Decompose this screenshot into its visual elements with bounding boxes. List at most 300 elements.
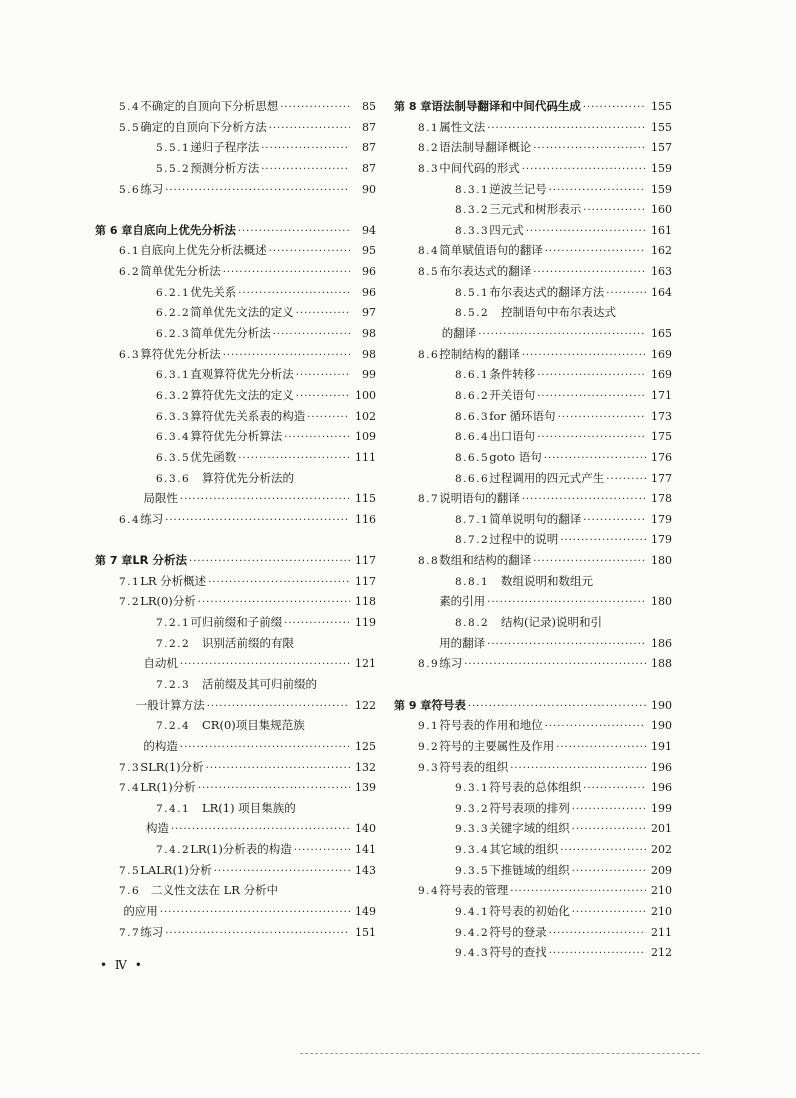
subsection-entry[interactable] xyxy=(394,529,672,550)
entry-page-number: 212 xyxy=(651,946,672,960)
entry-page-number: 196 xyxy=(651,760,672,774)
entry-number: 8.6.1 xyxy=(455,369,490,382)
entry-page-number: 87 xyxy=(362,120,376,134)
entry-title: 过程调用的四元式产生 xyxy=(489,470,605,485)
dot-leader xyxy=(583,779,646,800)
entry-number: 6.3.4 xyxy=(156,431,191,444)
entry-page-number: 140 xyxy=(355,822,376,836)
subsection-entry[interactable] xyxy=(95,406,376,427)
entry-page-number: 117 xyxy=(355,554,376,568)
section-entry[interactable] xyxy=(95,509,376,530)
entry-number: 第 9 章 xyxy=(394,698,432,712)
entry-page-number: 210 xyxy=(651,904,672,918)
section-entry[interactable] xyxy=(95,901,376,922)
entry-page-number: 162 xyxy=(651,244,672,258)
dot-leader xyxy=(526,222,646,243)
dot-leader xyxy=(549,944,646,965)
dot-leader xyxy=(165,924,350,945)
dot-leader xyxy=(560,531,646,552)
entry-page-number: 173 xyxy=(651,409,672,423)
section-entry[interactable] xyxy=(394,344,672,365)
entry-title: LALR(1)分析 xyxy=(140,862,212,877)
entry-title: 符号表的组织 xyxy=(439,759,509,774)
dot-leader xyxy=(583,511,646,532)
entry-number: 9.3.3 xyxy=(455,823,490,836)
entry-number: 9.4.2 xyxy=(455,926,490,939)
dot-leader xyxy=(464,655,646,676)
section-entry[interactable] xyxy=(394,117,672,138)
dot-leader xyxy=(165,181,350,202)
entry-page-number: 180 xyxy=(651,595,672,609)
entry-title: 符号的登录 xyxy=(489,924,547,939)
dot-leader xyxy=(522,160,646,181)
subsection-entry[interactable] xyxy=(95,736,376,757)
entry-title: 递归子程序法 xyxy=(190,140,260,155)
entry-page-number: 125 xyxy=(355,739,376,753)
entry-number: 5.5.2 xyxy=(156,162,191,175)
dot-leader xyxy=(487,593,646,614)
section-entry[interactable] xyxy=(95,777,376,798)
section-entry[interactable] xyxy=(394,158,672,179)
subsection-entry[interactable] xyxy=(394,385,672,406)
dot-leader xyxy=(583,98,646,119)
subsection-entry[interactable] xyxy=(95,612,376,633)
entry-page-number: 139 xyxy=(355,781,376,795)
entry-title: 符号表项的排列 xyxy=(489,800,570,815)
entry-page-number: 188 xyxy=(651,657,672,671)
entry-number: 6.3.2 xyxy=(156,389,191,402)
entry-title: LR 分析法 xyxy=(132,553,188,568)
entry-title: 开关语句 xyxy=(489,387,536,402)
entry-page-number: 175 xyxy=(651,430,672,444)
subsection-entry[interactable] xyxy=(394,179,672,200)
entry-title: 简单优先分析法 xyxy=(190,326,271,341)
subsection-entry[interactable] xyxy=(95,385,376,406)
entry-number: 6.2.3 xyxy=(156,328,191,341)
entry-number: 8.3.1 xyxy=(455,183,490,196)
entry-number: 6.3.1 xyxy=(156,369,191,382)
entry-number: 8.5 xyxy=(418,266,440,279)
subsection-entry[interactable] xyxy=(394,447,672,468)
entry-page-number: 119 xyxy=(355,616,376,630)
section-entry[interactable] xyxy=(394,137,672,158)
subsection-entry[interactable] xyxy=(394,468,672,489)
entry-number: 7.2.2 xyxy=(156,637,191,650)
dot-leader xyxy=(269,119,350,140)
entry-title: 结构(记录)说明和引 xyxy=(501,615,602,630)
subsection-entry[interactable] xyxy=(95,839,376,860)
dot-leader xyxy=(223,346,350,367)
dot-leader xyxy=(533,263,646,284)
subsection-entry[interactable] xyxy=(95,674,376,695)
entry-page-number: 109 xyxy=(355,430,376,444)
entry-page-number: 190 xyxy=(651,719,672,733)
entry-page-number: 210 xyxy=(651,884,672,898)
entry-title: 可归前缀和子前缀 xyxy=(190,615,283,630)
entry-number: 7.3 xyxy=(119,761,141,774)
subsection-entry[interactable] xyxy=(394,282,672,303)
dot-leader xyxy=(207,697,350,718)
entry-page-number: 87 xyxy=(362,161,376,175)
entry-title: 的构造 xyxy=(143,738,178,753)
dot-leader xyxy=(214,862,350,883)
entry-number: 6.3.5 xyxy=(156,451,191,464)
subsection-entry[interactable] xyxy=(95,798,376,819)
dot-leader xyxy=(510,759,646,780)
dot-leader xyxy=(189,552,350,573)
chapter-entry[interactable] xyxy=(394,695,672,716)
entry-title: 识别活前缀的有限 xyxy=(202,635,294,650)
section-entry[interactable] xyxy=(394,757,672,778)
subsection-entry[interactable] xyxy=(394,302,672,323)
entry-number: 6.3.3 xyxy=(156,410,191,423)
entry-number: 第 6 章 xyxy=(95,223,133,237)
dot-leader xyxy=(284,428,350,449)
subsection-entry[interactable] xyxy=(394,860,672,881)
entry-number: 7.4.2 xyxy=(156,844,191,857)
entry-page-number: 191 xyxy=(651,739,672,753)
entry-number: 8.1 xyxy=(418,121,440,134)
entry-title: 控制结构的翻译 xyxy=(439,346,520,361)
entry-page-number: 160 xyxy=(651,203,672,217)
entry-page-number: 111 xyxy=(355,450,376,464)
entry-title: 语法制导翻译概论 xyxy=(439,140,532,155)
entry-title: 的翻译 xyxy=(441,326,477,341)
dot-leader xyxy=(549,181,646,202)
dot-leader xyxy=(238,449,350,470)
entry-number: 第 7 章 xyxy=(95,554,133,568)
chapter-entry[interactable] xyxy=(394,96,672,117)
entry-number: 9.3.1 xyxy=(455,782,490,795)
entry-number: 8.3.2 xyxy=(455,204,490,217)
entry-number: 7.2.3 xyxy=(156,678,191,691)
subsection-entry[interactable] xyxy=(394,901,672,922)
entry-title: LR(1)分析表的构造 xyxy=(190,842,292,857)
subsection-entry[interactable] xyxy=(95,137,376,158)
section-entry[interactable] xyxy=(394,550,672,571)
dot-leader xyxy=(180,490,350,511)
entry-number: 8.5.1 xyxy=(455,286,490,299)
entry-page-number: 165 xyxy=(651,327,672,341)
dot-leader xyxy=(537,428,646,449)
subsection-entry[interactable] xyxy=(394,509,672,530)
subsection-entry[interactable] xyxy=(95,364,376,385)
entry-number: 8.8.2 xyxy=(455,617,490,630)
entry-title: 逆波兰记号 xyxy=(489,181,547,196)
entry-title: LR(1)分析 xyxy=(140,780,196,795)
section-entry[interactable] xyxy=(95,96,376,117)
entry-title: 过程中的说明 xyxy=(489,532,559,547)
section-entry[interactable] xyxy=(394,261,672,282)
entry-title: 符号表的管理 xyxy=(439,883,509,898)
entry-title: 符号表的总体组织 xyxy=(489,780,582,795)
entry-number: 7.5 xyxy=(119,864,141,877)
entry-page-number: 121 xyxy=(355,657,376,671)
subsection-entry[interactable] xyxy=(394,777,672,798)
entry-title: 数组说明和数组元 xyxy=(501,573,593,588)
subsection-entry[interactable] xyxy=(394,591,672,612)
entry-title: 简单赋值语句的翻译 xyxy=(439,243,543,258)
entry-number: 7.2 xyxy=(119,596,141,609)
entry-number: 9.1 xyxy=(418,720,440,733)
subsection-entry[interactable] xyxy=(394,818,672,839)
section-entry[interactable] xyxy=(95,261,376,282)
entry-number: 6.2 xyxy=(119,266,141,279)
dot-leader xyxy=(180,738,350,759)
entry-number: 8.6.2 xyxy=(455,389,490,402)
dot-leader xyxy=(223,263,350,284)
entry-title: 语法制导翻译和中间代码生成 xyxy=(431,99,581,113)
dot-leader xyxy=(280,98,350,119)
section-entry[interactable] xyxy=(394,715,672,736)
section-entry[interactable] xyxy=(95,591,376,612)
entry-title: 自底向上优先分析法 xyxy=(132,222,236,237)
dot-leader xyxy=(238,222,350,243)
dot-leader xyxy=(206,759,350,780)
entry-page-number: 90 xyxy=(362,182,376,196)
entry-number: 9.3.2 xyxy=(455,802,490,815)
section-entry[interactable] xyxy=(95,179,376,200)
dot-leader xyxy=(180,655,350,676)
entry-title: 活前缀及其可归前缀的 xyxy=(202,676,317,691)
subsection-entry[interactable] xyxy=(95,426,376,447)
subsection-entry[interactable] xyxy=(95,302,376,323)
dot-leader xyxy=(261,160,350,181)
entry-number: 7.1 xyxy=(119,575,141,588)
chapter-entry[interactable] xyxy=(95,220,376,241)
entry-title: 算符优先分析法的 xyxy=(202,470,294,485)
dot-leader xyxy=(198,779,350,800)
subsection-entry[interactable] xyxy=(394,426,672,447)
entry-title: LR(1) 项目集族的 xyxy=(202,800,296,815)
subsection-entry[interactable] xyxy=(95,468,376,489)
entry-title: 布尔表达式的翻译方法 xyxy=(489,284,605,299)
subsection-entry[interactable] xyxy=(394,612,672,633)
entry-title: 算符优先分析法 xyxy=(140,346,221,361)
entry-number: 7.7 xyxy=(119,926,141,939)
entry-number: 6.4 xyxy=(119,513,141,526)
entry-title: 练习 xyxy=(140,511,164,526)
entry-title: for 循环语句 xyxy=(489,408,556,423)
subsection-entry[interactable] xyxy=(95,818,376,839)
entry-number: 8.6.6 xyxy=(455,472,490,485)
section-entry[interactable] xyxy=(95,117,376,138)
entry-page-number: 164 xyxy=(651,285,672,299)
subsection-entry[interactable] xyxy=(394,633,672,654)
subsection-entry[interactable] xyxy=(95,633,376,654)
entry-page-number: 202 xyxy=(651,843,672,857)
toc-right-column xyxy=(394,96,672,963)
dot-leader xyxy=(160,903,350,924)
entry-page-number: 178 xyxy=(651,492,672,506)
entry-title: 优先关系 xyxy=(190,284,237,299)
entry-title: 简单优先文法的定义 xyxy=(190,305,294,320)
subsection-entry[interactable] xyxy=(95,447,376,468)
entry-page-number: 99 xyxy=(362,368,376,382)
section-entry[interactable] xyxy=(95,922,376,943)
section-entry[interactable] xyxy=(95,240,376,261)
dot-leader xyxy=(510,882,646,903)
subsection-entry[interactable] xyxy=(394,839,672,860)
entry-number: 8.3 xyxy=(418,162,440,175)
entry-page-number: 209 xyxy=(651,863,672,877)
subsection-entry[interactable] xyxy=(95,653,376,674)
entry-page-number: 159 xyxy=(651,182,672,196)
subsection-entry[interactable] xyxy=(394,220,672,241)
entry-number: 第 8 章 xyxy=(394,100,432,113)
dot-leader xyxy=(307,408,350,429)
dot-leader xyxy=(273,325,350,346)
entry-number: 5.6 xyxy=(119,183,141,196)
dot-leader xyxy=(284,614,350,635)
entry-page-number: 180 xyxy=(651,554,672,568)
entry-page-number: 85 xyxy=(362,100,376,113)
entry-number: 6.2.1 xyxy=(156,286,191,299)
entry-page-number: 169 xyxy=(651,368,672,382)
dot-leader xyxy=(560,841,646,862)
entry-title: 简单说明句的翻译 xyxy=(489,511,582,526)
dot-leader xyxy=(556,738,646,759)
section-entry[interactable] xyxy=(95,880,376,901)
entry-page-number: 155 xyxy=(651,120,672,134)
entry-page-number: 161 xyxy=(651,223,672,237)
section-entry[interactable] xyxy=(394,736,672,757)
footer-page-number: • Ⅳ • xyxy=(100,958,144,972)
entry-title: 用的翻译 xyxy=(439,635,486,650)
entry-title: 不确定的自顶向下分析思想 xyxy=(140,99,279,113)
entry-title: 说明语句的翻译 xyxy=(439,491,520,506)
entry-title: 条件转移 xyxy=(489,367,536,382)
entry-title: 的应用 xyxy=(123,903,158,918)
dot-leader xyxy=(238,284,350,305)
dot-leader xyxy=(522,490,646,511)
entry-title: 符号的主要属性及作用 xyxy=(439,738,555,753)
entry-title: 素的引用 xyxy=(439,594,486,609)
subsection-entry[interactable] xyxy=(95,715,376,736)
dot-leader xyxy=(572,903,646,924)
entry-number: 9.4.1 xyxy=(455,905,490,918)
scan-artifact-line xyxy=(300,1053,700,1054)
dot-leader xyxy=(572,862,646,883)
entry-page-number: 94 xyxy=(362,223,376,237)
section-entry[interactable] xyxy=(95,344,376,365)
subsection-entry[interactable] xyxy=(95,323,376,344)
entry-number: 9.2 xyxy=(418,740,440,753)
entry-number: 7.4.1 xyxy=(156,802,191,815)
section-entry[interactable] xyxy=(95,571,376,592)
entry-page-number: 199 xyxy=(651,801,672,815)
dot-leader xyxy=(269,242,350,263)
subsection-entry[interactable] xyxy=(394,922,672,943)
entry-title: 中间代码的形式 xyxy=(439,160,520,175)
entry-number: 8.3.3 xyxy=(455,224,490,237)
section-entry[interactable] xyxy=(394,488,672,509)
entry-title: 算符优先文法的定义 xyxy=(190,387,294,402)
entry-page-number: 179 xyxy=(651,533,672,547)
section-entry[interactable] xyxy=(95,860,376,881)
entry-title: 确定的自顶向下分析方法 xyxy=(140,119,267,134)
entry-page-number: 159 xyxy=(651,161,672,175)
subsection-entry[interactable] xyxy=(394,571,672,592)
entry-page-number: 87 xyxy=(362,141,376,155)
dot-leader xyxy=(549,924,646,945)
dot-leader xyxy=(296,366,350,387)
entry-title: 符号的查找 xyxy=(489,945,547,960)
entry-title: 优先函数 xyxy=(190,449,237,464)
entry-page-number: 115 xyxy=(355,492,376,506)
subsection-entry[interactable] xyxy=(394,942,672,963)
entry-number: 9.4.3 xyxy=(455,947,490,960)
entry-title: 一般计算方法 xyxy=(135,697,205,712)
entry-page-number: 157 xyxy=(651,141,672,155)
chapter-entry[interactable] xyxy=(95,550,376,571)
dot-leader xyxy=(537,366,646,387)
entry-page-number: 169 xyxy=(651,347,672,361)
dot-leader xyxy=(261,139,350,160)
entry-page-number: 171 xyxy=(651,388,672,402)
subsection-entry[interactable] xyxy=(394,199,672,220)
dot-leader xyxy=(171,820,350,841)
entry-page-number: 122 xyxy=(355,698,376,712)
subsection-entry[interactable] xyxy=(394,406,672,427)
entry-page-number: 201 xyxy=(651,822,672,836)
section-entry[interactable] xyxy=(394,240,672,261)
entry-page-number: 132 xyxy=(355,760,376,774)
subsection-entry[interactable] xyxy=(394,364,672,385)
dot-leader xyxy=(572,800,646,821)
section-entry[interactable] xyxy=(394,653,672,674)
entry-title: 自动机 xyxy=(143,656,178,671)
entry-number: 6.3 xyxy=(119,348,141,361)
entry-title: 符号表 xyxy=(431,697,466,712)
entry-page-number: 176 xyxy=(651,450,672,464)
dot-leader xyxy=(583,201,646,222)
entry-number: 8.6 xyxy=(418,348,440,361)
entry-page-number: 100 xyxy=(355,388,376,402)
entry-number: 8.6.3 xyxy=(455,410,490,423)
subsection-entry[interactable] xyxy=(95,158,376,179)
entry-page-number: 155 xyxy=(651,100,672,113)
subsection-entry[interactable] xyxy=(95,695,376,716)
entry-number: 7.6 xyxy=(119,885,141,898)
entry-number: 8.4 xyxy=(418,245,440,258)
section-entry[interactable] xyxy=(394,880,672,901)
entry-page-number: 96 xyxy=(362,285,376,299)
subsection-entry[interactable] xyxy=(394,798,672,819)
entry-title: 属性文法 xyxy=(439,119,486,134)
entry-number: 9.3.5 xyxy=(455,864,490,877)
entry-number: 8.7.2 xyxy=(455,534,490,547)
entry-page-number: 98 xyxy=(362,327,376,341)
entry-number: 5.4 xyxy=(119,101,141,113)
entry-title: 四元式 xyxy=(489,222,524,237)
subsection-entry[interactable] xyxy=(95,282,376,303)
dot-leader xyxy=(544,449,646,470)
entry-page-number: 163 xyxy=(651,265,672,279)
entry-title: 练习 xyxy=(140,181,164,196)
entry-title: goto 语句 xyxy=(489,449,542,464)
subsection-entry[interactable] xyxy=(95,488,376,509)
subsection-entry[interactable] xyxy=(394,323,672,344)
entry-page-number: 102 xyxy=(355,409,376,423)
entry-page-number: 97 xyxy=(362,306,376,320)
entry-title: 布尔表达式的翻译 xyxy=(439,264,532,279)
entry-page-number: 117 xyxy=(355,574,376,588)
entry-title: 预测分析方法 xyxy=(190,160,260,175)
section-entry[interactable] xyxy=(95,757,376,778)
entry-title: CR(0)项目集规范族 xyxy=(202,718,305,733)
entry-title: 算符优先关系表的构造 xyxy=(190,408,306,423)
